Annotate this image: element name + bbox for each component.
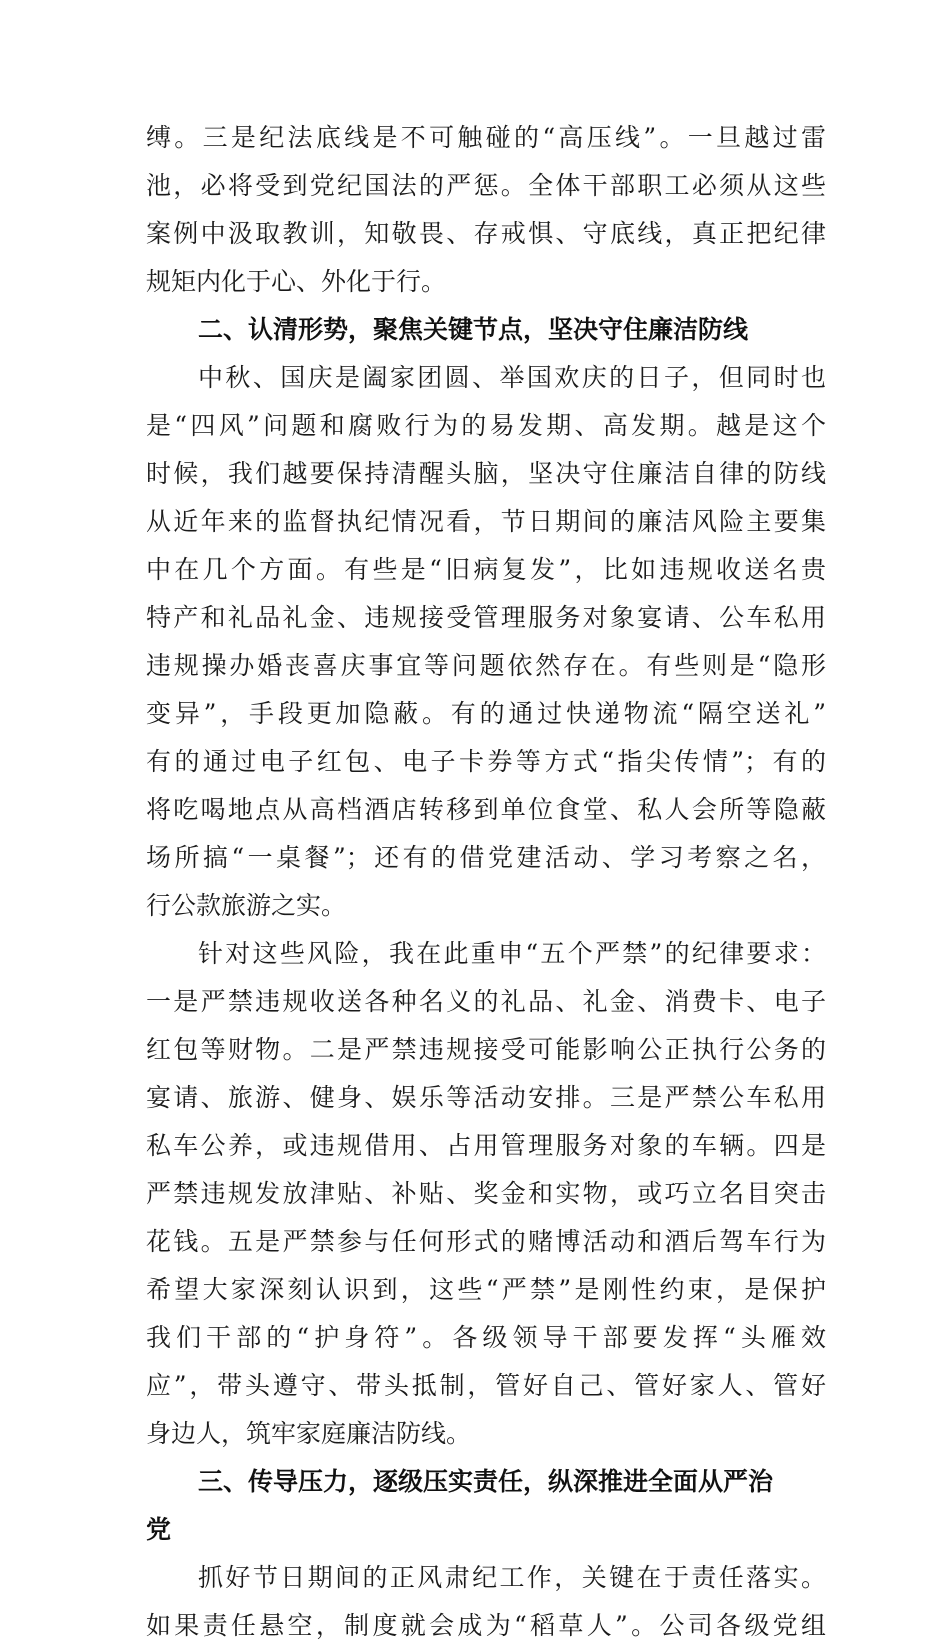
section-2-paragraph-2 bbox=[146, 930, 826, 1458]
text-line: 案例中汲取教训，知敬畏、存戒惧、守底线，真正把纪律 bbox=[146, 219, 826, 248]
text-line: 中在几个方面。有些是“旧病复发”，比如违规收送名贵 bbox=[146, 555, 826, 584]
text-line: 场所搞“一桌餐”；还有的借党建活动、学习考察之名， bbox=[146, 843, 826, 872]
text-line: 是“四风”问题和腐败行为的易发期、高发期。越是这个 bbox=[146, 411, 826, 440]
text-line: 违规操办婚丧喜庆事宜等问题依然存在。有些则是“隐形 bbox=[146, 651, 826, 680]
text-line: 如果责任悬空，制度就会成为“稻草人”。公司各级党组 bbox=[146, 1611, 826, 1640]
text-line: 有的通过电子红包、电子卡券等方式“指尖传情”；有的 bbox=[146, 747, 826, 776]
text-line: 变异”，手段更加隐蔽。有的通过快递物流“隔空送礼” bbox=[146, 699, 826, 728]
text-line: 规矩内化于心、外化于行。 bbox=[146, 267, 447, 296]
text-line: 中秋、国庆是阖家团圆、举国欢庆的日子，但同时也 bbox=[198, 363, 826, 392]
text-line: 私车公养，或违规借用、占用管理服务对象的车辆。四是 bbox=[146, 1131, 826, 1160]
section-3-heading: 三、传导压力，逐级压实责任，纵深推进全面从严治 bbox=[198, 1467, 774, 1496]
text-line: 宴请、旅游、健身、娱乐等活动安排。三是严禁公车私用 bbox=[146, 1083, 826, 1112]
text-line: 将吃喝地点从高档酒店转移到单位食堂、私人会所等隐蔽 bbox=[146, 795, 826, 824]
text-line: 抓好节日期间的正风肃纪工作，关键在于责任落实。 bbox=[198, 1563, 826, 1592]
text-line: 红包等财物。二是严禁违规接受可能影响公正执行公务的 bbox=[146, 1035, 826, 1064]
text-line: 严禁违规发放津贴、补贴、奖金和实物，或巧立名目突击 bbox=[146, 1179, 826, 1208]
text-line: 缚。三是纪法底线是不可触碰的“高压线”。一旦越过雷 bbox=[146, 123, 826, 152]
text-line: 池，必将受到党纪国法的严惩。全体干部职工必须从这些 bbox=[146, 171, 826, 200]
text-line: 身边人，筑牢家庭廉洁防线。 bbox=[146, 1419, 472, 1448]
section-3-heading-continued: 党 bbox=[146, 1515, 172, 1544]
text-line: 行公款旅游之实。 bbox=[146, 891, 347, 920]
section-3-paragraph-1 bbox=[146, 1554, 826, 1650]
intro-paragraph bbox=[146, 114, 826, 306]
text-line: 希望大家深刻认识到，这些“严禁”是刚性约束，是保护 bbox=[146, 1275, 826, 1304]
text-line: 我们干部的“护身符”。各级领导干部要发挥“头雁效 bbox=[146, 1323, 826, 1352]
text-line: 从近年来的监督执纪情况看，节日期间的廉洁风险主要集 bbox=[146, 507, 826, 536]
text-line: 应”，带头遵守、带头抵制，管好自己、管好家人、管好 bbox=[146, 1371, 826, 1400]
section-2-paragraph-1 bbox=[146, 354, 826, 930]
section-2-heading: 二、认清形势，聚焦关键节点，坚决守住廉洁防线 bbox=[198, 315, 749, 344]
text-line: 花钱。五是严禁参与任何形式的赌博活动和酒后驾车行为 bbox=[146, 1227, 826, 1256]
text-line: 一是严禁违规收送各种名义的礼品、礼金、消费卡、电子 bbox=[146, 987, 826, 1016]
text-line: 特产和礼品礼金、违规接受管理服务对象宴请、公车私用 bbox=[146, 603, 826, 632]
text-line: 时候，我们越要保持清醒头脑，坚决守住廉洁自律的防线 bbox=[146, 459, 826, 488]
text-line: 针对这些风险，我在此重申“五个严禁”的纪律要求： bbox=[198, 939, 826, 968]
document-page bbox=[146, 114, 826, 1650]
